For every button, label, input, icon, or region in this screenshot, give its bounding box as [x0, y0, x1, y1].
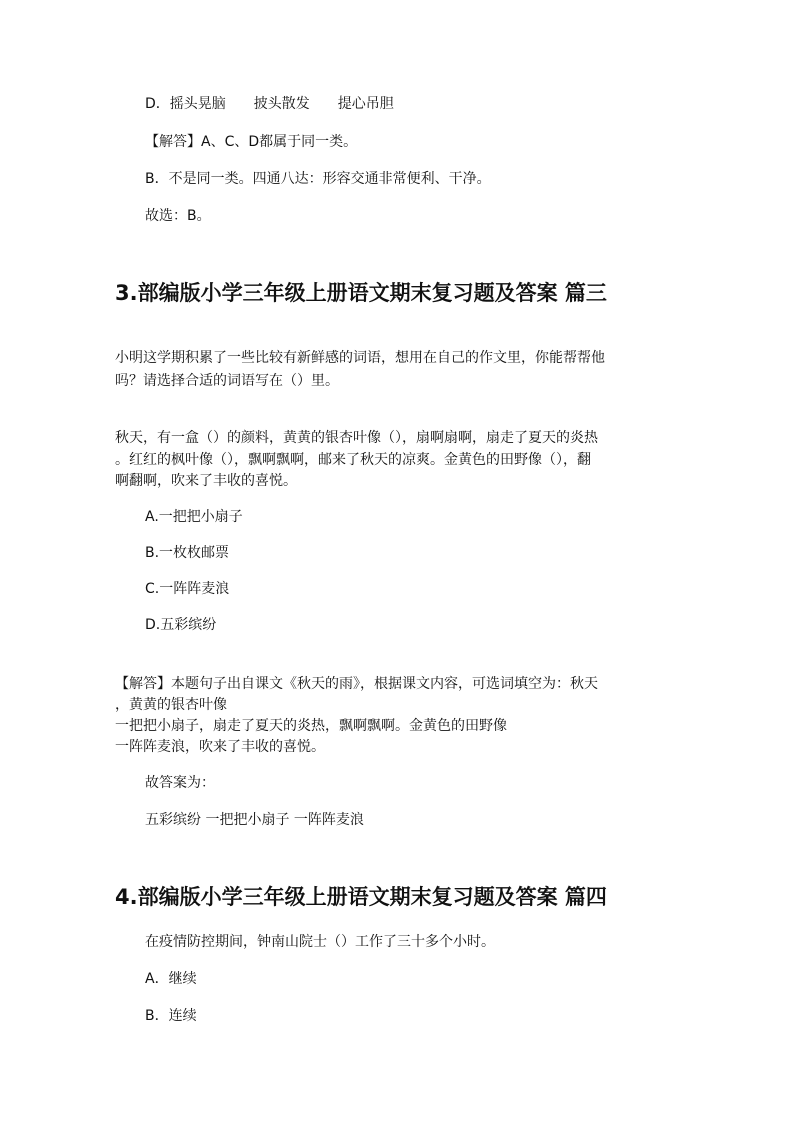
section3-result-value: 五彩缤纷 一把把小扇子 一阵阵麦浪: [145, 812, 364, 828]
section4-question: 在疫情防控期间，钟南山院士（）工作了三十多个小时。: [145, 934, 495, 950]
prev-answer-line-3: 故选：B。: [145, 208, 211, 224]
section3-option-c: C.一阵阵麦浪: [145, 581, 230, 597]
section3-answer-line-3: 一把把小扇子，扇走了夏天的炎热，飘啊飘啊。金黄色的田野像: [115, 718, 507, 734]
section4-heading: 4.部编版小学三年级上册语文期末复习题及答案 篇四: [115, 885, 607, 909]
section3-passage-line-3: 啊翻啊，吹来了丰收的喜悦。: [115, 473, 297, 489]
prev-option-d-word-3: 提心吊胆: [337, 96, 394, 112]
prev-option-d-word-2: 披头散发: [253, 96, 310, 112]
section3-passage-line-1: 秋天，有一盒（）的颜料，黄黄的银杏叶像（），扇啊扇啊，扇走了夏天的炎热: [115, 430, 598, 446]
section4-option-a: A．继续: [145, 971, 197, 987]
section3-option-b: B.一枚枚邮票: [145, 545, 230, 561]
prev-option-d-label: D．: [145, 96, 170, 112]
section3-option-d: D.五彩缤纷: [145, 617, 217, 633]
prev-answer-line-1: 【解答】A、C、D都属于同一类。: [145, 134, 358, 150]
section3-option-a: A.一把把小扇子: [145, 509, 243, 525]
section3-answer-line-4: 一阵阵麦浪，吹来了丰收的喜悦。: [115, 739, 325, 755]
section3-intro-line-1: 小明这学期积累了一些比较有新鲜感的词语，想用在自己的作文里，你能帮帮他: [115, 350, 605, 366]
prev-option-d-word-1: 摇头晃脑: [169, 96, 226, 112]
section3-answer-line-1: 【解答】本题句子出自课文《秋天的雨》，根据课文内容，可选词填空为：秋天: [115, 676, 598, 692]
section4-option-b: B．连续: [145, 1008, 197, 1024]
section3-result-label: 故答案为：: [145, 775, 215, 791]
section3-intro-line-2: 吗？请选择合适的词语写在（）里。: [115, 373, 339, 389]
section3-passage-line-2: 。红红的枫叶像（），飘啊飘啊，邮来了秋天的凉爽。金黄色的田野像（），翻: [115, 452, 591, 468]
prev-answer-line-2: B．不是同一类。四通八达：形容交通非常便利、干净。: [145, 171, 491, 187]
prev-option-d: [145, 95, 394, 113]
section3-heading: 3.部编版小学三年级上册语文期末复习题及答案 篇三: [115, 281, 607, 305]
section3-answer-line-2: ，黄黄的银杏叶像: [115, 697, 227, 713]
